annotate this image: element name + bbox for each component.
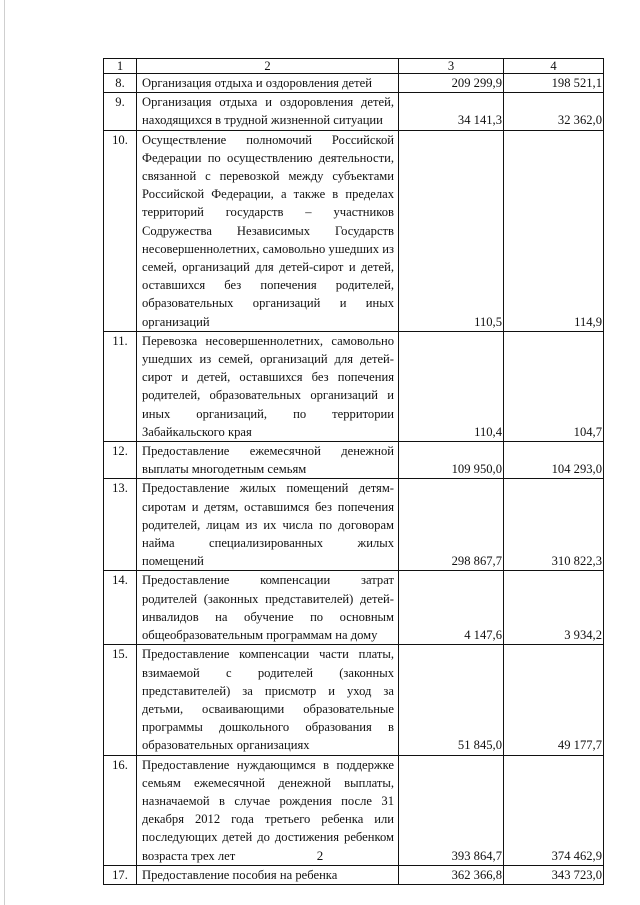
row-description: Организация отдыха и оздоровления детей, находящихся в трудной жизненной ситуации: [137, 93, 399, 130]
row-description: Предоставление компенсации части платы, взимаемой с родителей (законных представителей) за присмотр и уход за детьми, осваивающими образовательные программы дошкольного образования в образовательных организациях: [137, 645, 399, 755]
row-number: 15.: [104, 645, 137, 755]
row-value-col3: 393 864,7: [399, 755, 504, 865]
row-number: 12.: [104, 442, 137, 479]
table-row: [104, 645, 604, 755]
row-value-col3: 110,4: [399, 331, 504, 441]
row-description: Предоставление ежемесячной денежной выплаты многодетным семьям: [137, 442, 399, 479]
row-value-col4: 104,7: [504, 331, 604, 441]
row-value-col4: 374 462,9: [504, 755, 604, 865]
table-row: [104, 74, 604, 93]
row-number: 8.: [104, 74, 137, 93]
table-row: [104, 865, 604, 884]
row-value-col4: 310 822,3: [504, 479, 604, 571]
row-description: Предоставление компенсации затрат родителей (законных представителей) детей-инвалидов на обучение по основным общеобразовательным программам на дому: [137, 571, 399, 645]
row-value-col4: 343 723,0: [504, 865, 604, 884]
table-header-row: [104, 59, 604, 74]
row-number: 10.: [104, 130, 137, 331]
row-description: Перевозка несовершеннолетних, самовольно ушедших из семей, организаций для детей-сирот и детей, оставшихся без попечения родителей, образовательных организаций и иных организаций, по территории Забайкальского края: [137, 331, 399, 441]
budget-table: [103, 58, 604, 885]
row-value-col3: 362 366,8: [399, 865, 504, 884]
table-row: [104, 571, 604, 645]
row-value-col4: 49 177,7: [504, 645, 604, 755]
row-value-col4: 114,9: [504, 130, 604, 331]
row-description: Предоставление жилых помещений детям-сиротам и детям, оставшимся без попечения родителей, лицам из их числа по договорам найма специализированных жилых помещений: [137, 479, 399, 571]
row-value-col4: 198 521,1: [504, 74, 604, 93]
row-number: 17.: [104, 865, 137, 884]
row-number: 16.: [104, 755, 137, 865]
page-scan-edge: [4, 0, 5, 905]
row-value-col3: 4 147,6: [399, 571, 504, 645]
row-description: Организация отдыха и оздоровления детей: [137, 74, 399, 93]
column-header-4: 4: [504, 59, 604, 74]
table-row: [104, 130, 604, 331]
row-value-col3: 51 845,0: [399, 645, 504, 755]
row-value-col3: 110,5: [399, 130, 504, 331]
row-value-col3: 298 867,7: [399, 479, 504, 571]
row-description: Предоставление нуждающимся в поддержке семьям ежемесячной денежной выплаты, назначаемой в случае рождения после 31 декабря 2012 года третьего ребенка или последующих детей до достижения ребенком возраста трех лет: [137, 755, 399, 865]
row-value-col3: 34 141,3: [399, 93, 504, 130]
table-row: [104, 479, 604, 571]
row-number: 14.: [104, 571, 137, 645]
column-header-3: 3: [399, 59, 504, 74]
row-value-col4: 3 934,2: [504, 571, 604, 645]
page-number: 2: [316, 848, 324, 863]
row-description: Осуществление полномочий Российской Федерации по осуществлению деятельности, связанной с перевозкой между субъектами Российской Федерации, а также в пределах территорий государств – участников Содружества Независимых Государств несовершеннолетних, самовольно ушедших из семей, организаций для детей-сирот и детей, оставшихся без попечения родителей, образовательных организаций и иных организаций: [137, 130, 399, 331]
column-header-1: 1: [104, 59, 137, 74]
row-number: 13.: [104, 479, 137, 571]
table-row: [104, 93, 604, 130]
row-value-col3: 109 950,0: [399, 442, 504, 479]
row-description: Предоставление пособия на ребенка: [137, 865, 399, 884]
row-number: 11.: [104, 331, 137, 441]
row-value-col3: 209 299,9: [399, 74, 504, 93]
table-row: [104, 442, 604, 479]
row-value-col4: 104 293,0: [504, 442, 604, 479]
row-number: 9.: [104, 93, 137, 130]
column-header-2: 2: [137, 59, 399, 74]
table-row: [104, 331, 604, 441]
row-value-col4: 32 362,0: [504, 93, 604, 130]
